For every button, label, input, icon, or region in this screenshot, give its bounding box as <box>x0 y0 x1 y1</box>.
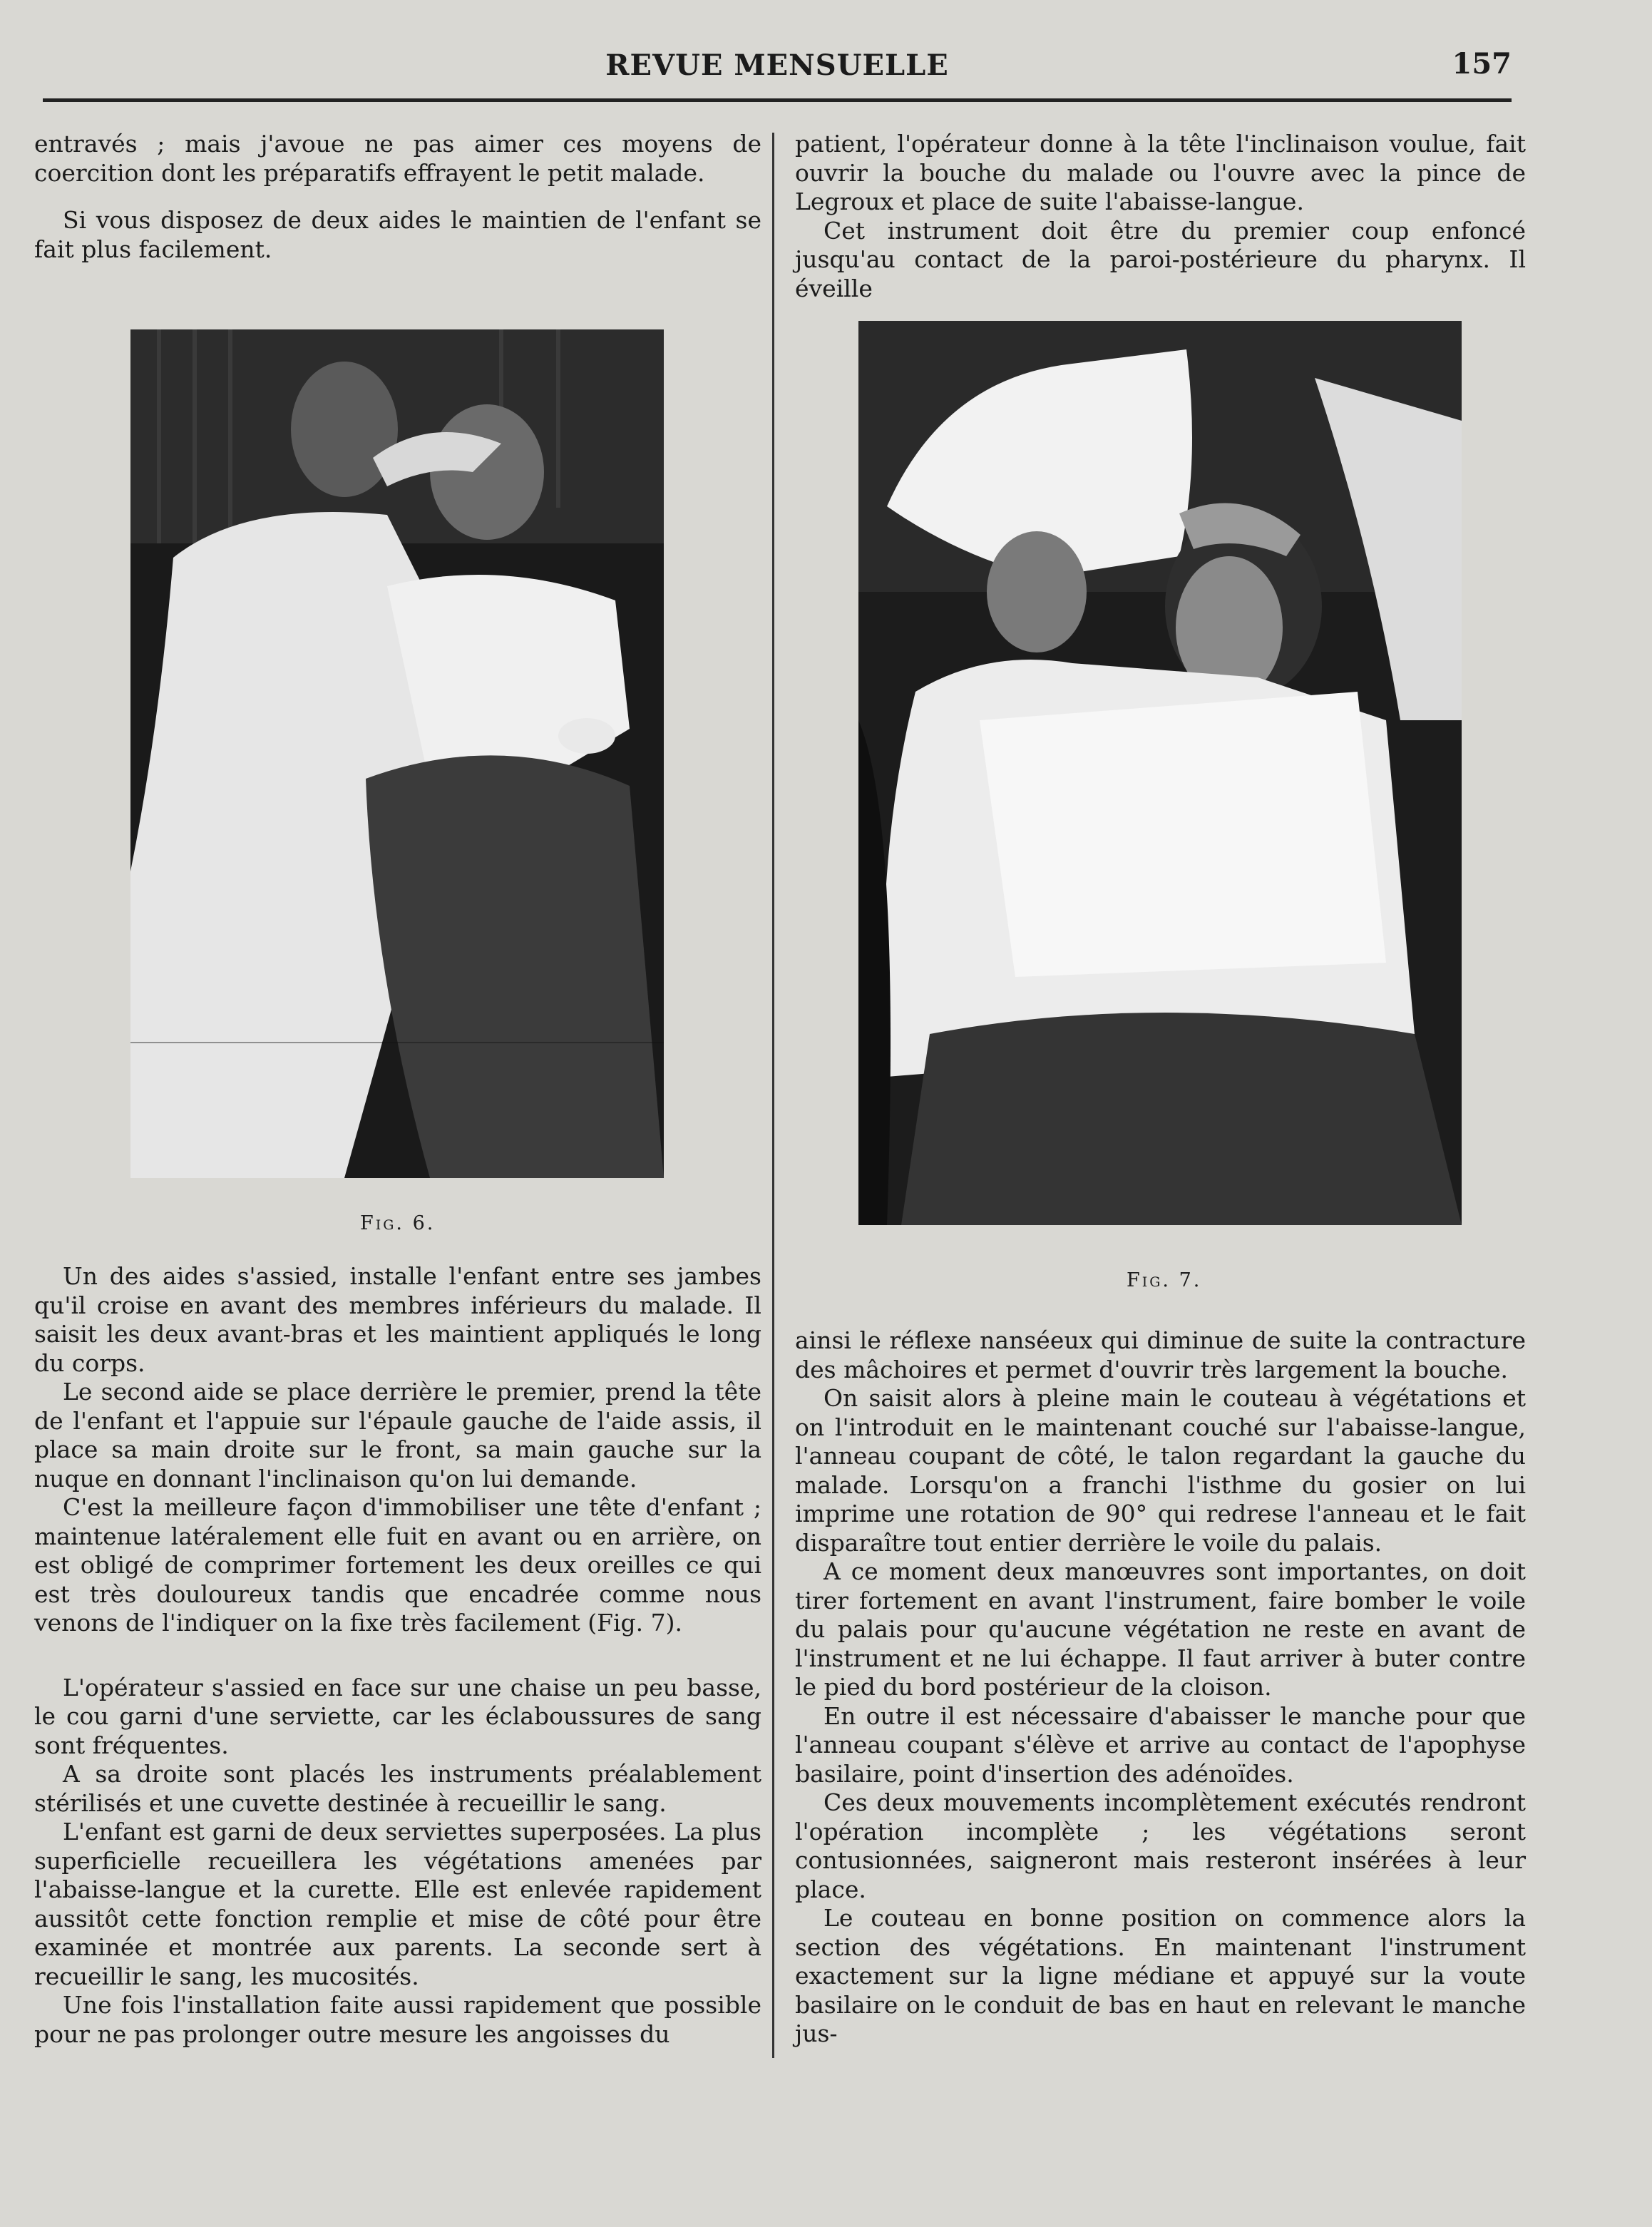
paragraph: entravés ; mais j'avoue ne pas aimer ces moyens de coercition dont les préparatifs effrayent le petit malade. <box>34 130 761 187</box>
paragraph: ainsi le réflexe nanséeux qui diminue de suite la contracture des mâchoires et permet d'ouvrir très largement la bouche. <box>795 1326 1526 1383</box>
right-column-top <box>795 130 1526 303</box>
figure-6-image <box>130 329 664 1178</box>
figure-6-photo <box>130 329 664 1178</box>
header-rule <box>43 98 1512 102</box>
paragraph: Le second aide se place derrière le premier, prend la tête de l'enfant et l'appuie sur l'épaule gauche de l'aide assis, il place sa main droite sur le front, sa main gauche sur la nuque en donnant l'inclinaison qu'on lui demande. <box>34 1378 761 1493</box>
paragraph: L'enfant est garni de deux serviettes superposées. La plus superficielle recueillera les végétations amenées par l'abaisse-langue et la curette. Elle est enlevée rapidement aussitôt cette fonction remplie et mise de côté pour être examinée et montrée aux parents. La seconde sert à recueillir le sang, les mucosités. <box>34 1818 761 1990</box>
paragraph: On saisit alors à pleine main le couteau à végétations et on l'introduit en le maintenant couché sur l'abaisse-langue, l'anneau coupant de côté, le talon regardant la gauche du malade. Lorsqu'on a franchi l'isthme du gosier on lui imprime une rotation de 90° qui redrese l'anneau et le fait disparaître tout entier derrière le voile du palais. <box>795 1384 1526 1557</box>
figure-7-photo <box>858 321 1462 1225</box>
paragraph: patient, l'opérateur donne à la tête l'inclinaison voulue, fait ouvrir la bouche du malade ou l'ouvre avec la pince de Legroux et place de suite l'abaisse-langue. <box>795 130 1526 215</box>
paragraph: A ce moment deux manœuvres sont importantes, on doit tirer fortement en avant l'instrument, faire bomber le voile du palais pour qu'aucune végétation ne reste en avant de l'instrument et ne lui échappe. Il faut arriver à buter contre le pied du bord postérieur de la cloison. <box>795 1557 1526 1701</box>
page-number: 157 <box>1452 47 1512 81</box>
page-header <box>43 43 1512 93</box>
paragraph: C'est la meilleure façon d'immobiliser une tête d'enfant ; maintenue latéralement elle fuit en avant ou en arrière, on est obligé de comprimer fortement les deux oreilles ce qui est très douloureux tandis que encadrée comme nous venons de l'indiquer on la fixe très facilement (Fig. 7). <box>34 1493 761 1637</box>
left-column-top <box>34 130 761 264</box>
paragraph: Ces deux mouvements incomplètement exécutés rendront l'opération incomplète ; les végétations seront contusionnées, saigneront mais resteront insérées à leur place. <box>795 1788 1526 1903</box>
figure-6-caption: Fig. 6. <box>360 1212 436 1234</box>
paragraph: A sa droite sont placés les instruments préalablement stérilisés et une cuvette destinée à recueillir le sang. <box>34 1760 761 1817</box>
paragraph: Le couteau en bonne position on commence alors la section des végétations. En maintenant l'instrument exactement sur la ligne médiane et appuyé sur la voute basilaire on le conduit de bas en haut en relevant le manche jus- <box>795 1904 1526 2047</box>
paragraph: Si vous disposez de deux aides le maintien de l'enfant se fait plus facilement. <box>34 206 761 263</box>
paragraph: En outre il est nécessaire d'abaisser le manche pour que l'anneau coupant s'élève et arrive au contact de l'apophyse basilaire, point d'insertion des adénoïdes. <box>795 1701 1526 1788</box>
figure-7-caption: Fig. 7. <box>1127 1269 1202 1291</box>
paragraph: L'opérateur s'assied en face sur une chaise un peu basse, le cou garni d'une serviette, car les éclaboussures de sang sont fréquentes. <box>34 1673 761 1759</box>
column-divider <box>772 133 774 2058</box>
figure-7-image <box>858 321 1462 1225</box>
right-column-bottom <box>795 1326 1526 2049</box>
paragraph: Un des aides s'assied, installe l'enfant entre ses jambes qu'il croise en avant des membres inférieurs du malade. Il saisit les deux avant-bras et les maintient appliqués le long du corps. <box>34 1262 761 1377</box>
journal-title: REVUE MENSUELLE <box>605 48 949 82</box>
paragraph: Cet instrument doit être du premier coup enfoncé jusqu'au contact de la paroi-postérieure du pharynx. Il éveille <box>795 216 1526 302</box>
paragraph: Une fois l'installation faite aussi rapidement que possible pour ne pas prolonger outre mesure les angoisses du <box>34 1991 761 2048</box>
left-column-bottom <box>34 1262 761 2049</box>
